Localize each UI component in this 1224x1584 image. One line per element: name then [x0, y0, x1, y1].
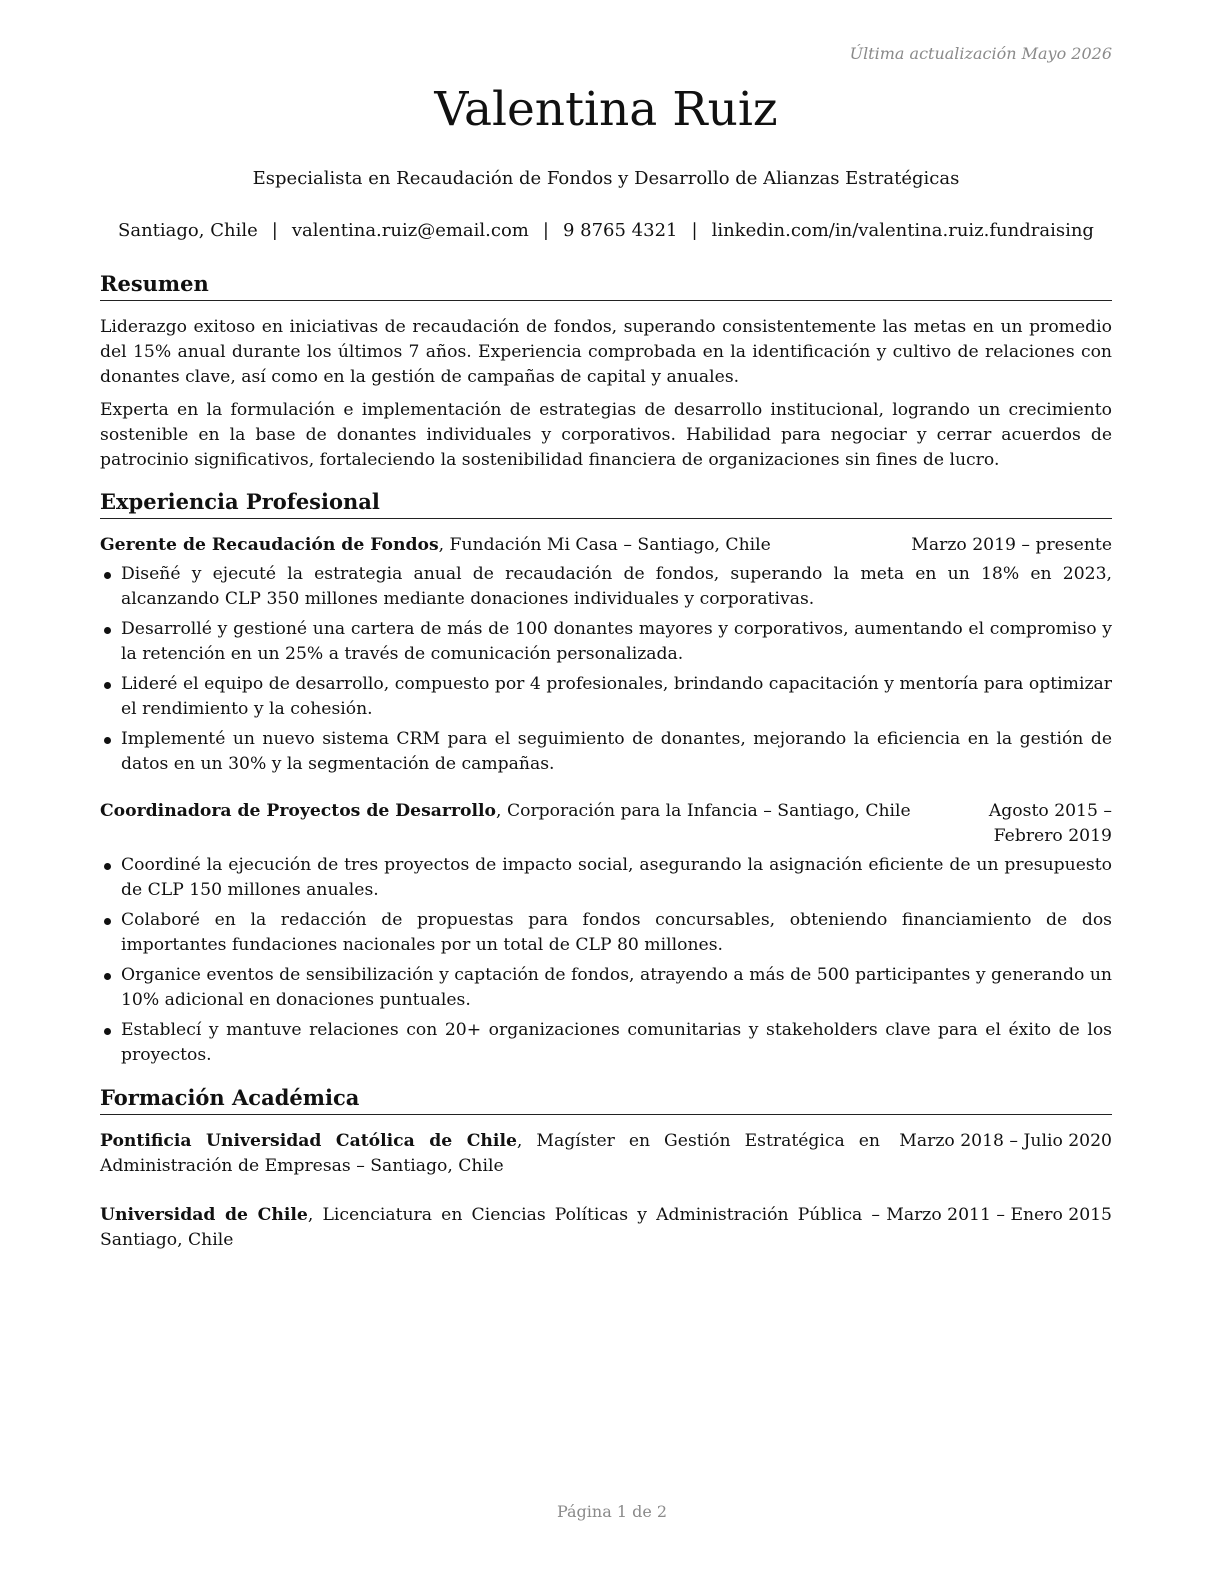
contact-separator: | — [542, 220, 549, 241]
list-item: Desarrollé y gestioné una cartera de más de 100 donantes mayores y corporativos, aumentando el compromiso y la retención en un 25% a través de comunicación personalizada. — [100, 617, 1112, 667]
job-bullets — [100, 853, 1112, 1068]
candidate-headline: Especialista en Recaudación de Fondos y Desarrollo de Alianzas Estratégicas — [252, 168, 960, 189]
contact-line — [100, 220, 1112, 241]
bullet-icon — [104, 973, 111, 980]
experience-section — [100, 488, 1112, 1073]
education-school: Universidad de Chile — [100, 1205, 308, 1225]
bullet-icon — [104, 572, 111, 579]
last-updated: Última actualización Mayo 2026 — [849, 44, 1112, 63]
job-dates: Agosto 2015 – Febrero 2019 — [988, 801, 1112, 846]
summary-section — [100, 270, 1112, 473]
job-organization: , Corporación para la Infancia – Santiago, Chile — [496, 801, 911, 821]
section-title-experience: Experiencia Profesional — [100, 488, 1112, 519]
contact-phone: 9 8765 4321 — [562, 220, 678, 241]
job-organization: , Fundación Mi Casa – Santiago, Chile — [438, 535, 771, 555]
job-entry — [100, 799, 1112, 1068]
section-title-education: Formación Académica — [100, 1084, 1112, 1115]
summary-paragraph: Experta en la formulación e implementación de estrategias de desarrollo institucional, logrando un crecimiento sostenible en la base de donantes individuales y corporativos. Habilidad para negociar y cerrar acuerdos de patrocinio significativos, fortaleciendo la sostenibilidad financiera de organizaciones sin fines de lucro. — [100, 400, 1112, 470]
bullet-icon — [104, 627, 111, 634]
job-role: Coordinadora de Proyectos de Desarrollo — [100, 801, 497, 821]
list-item: Establecí y mantuve relaciones con 20+ organizaciones comunitarias y stakeholders clave para el éxito de los proyectos. — [100, 1018, 1112, 1068]
bullet-icon — [104, 1028, 111, 1035]
bullet-icon — [104, 737, 111, 744]
list-item: Implementé un nuevo sistema CRM para el seguimiento de donantes, mejorando la eficiencia en la gestión de datos en un 30% y la segmentación de campañas. — [100, 727, 1112, 777]
job-header — [100, 799, 1112, 849]
list-item: Diseñé y ejecuté la estrategia anual de recaudación de fondos, superando la meta en un 18% en 2023, alcanzando CLP 350 millones mediante donaciones individuales y corporativas. — [100, 562, 1112, 612]
list-item: Colaboré en la redacción de propuestas para fondos concursables, obteniendo financiamiento de dos importantes fundaciones nacionales por un total de CLP 80 millones. — [100, 908, 1112, 958]
job-dates: Marzo 2019 – presente — [911, 535, 1112, 555]
contact-separator: | — [691, 220, 698, 241]
contact-email[interactable]: valentina.ruiz@email.com — [291, 220, 529, 241]
job-role: Gerente de Recaudación de Fondos — [100, 535, 439, 555]
bullet-icon — [104, 918, 111, 925]
job-header — [100, 533, 1112, 558]
education-section — [100, 1084, 1112, 1253]
list-item: Organice eventos de sensibilización y captación de fondos, atrayendo a más de 500 participantes y generando un 10% adicional en donaciones puntuales. — [100, 963, 1112, 1013]
summary-paragraph: Liderazgo exitoso en iniciativas de recaudación de fondos, superando consistentemente las metas en un promedio del 15% anual durante los últimos 7 años. Experiencia comprobada en la identificación y cultivo de relaciones con donantes clave, así como en la gestión de campañas de capital y anuales. — [100, 317, 1112, 387]
education-detail: , Magíster en Gestión Estratégica en Administración de Empresas – Santiago, Chile — [100, 1131, 880, 1176]
section-title-summary: Resumen — [100, 270, 1112, 301]
education-school: Pontificia Universidad Católica de Chile — [100, 1131, 517, 1151]
education-detail: , Licenciatura en Ciencias Políticas y Administración Pública – Santiago, Chile — [100, 1205, 880, 1250]
contact-linkedin[interactable]: linkedin.com/in/valentina.ruiz.fundraising — [711, 220, 1094, 241]
education-entry — [100, 1129, 1112, 1179]
education-dates: Marzo 2018 – Julio 2020 — [899, 1131, 1112, 1151]
list-item: Coordiné la ejecución de tres proyectos de impacto social, asegurando la asignación eficiente de un presupuesto de CLP 150 millones anuales. — [100, 853, 1112, 903]
contact-location: Santiago, Chile — [118, 220, 258, 241]
contact-separator: | — [271, 220, 278, 241]
job-entry — [100, 533, 1112, 777]
bullet-icon — [104, 863, 111, 870]
education-entry — [100, 1203, 1112, 1253]
education-dates: Marzo 2011 – Enero 2015 — [886, 1205, 1112, 1225]
bullet-icon — [104, 682, 111, 689]
page-number: Página 1 de 2 — [556, 1502, 668, 1521]
candidate-name: Valentina Ruiz — [434, 82, 778, 137]
job-bullets — [100, 562, 1112, 777]
list-item: Lideré el equipo de desarrollo, compuesto por 4 profesionales, brindando capacitación y mentoría para optimizar el rendimiento y la cohesión. — [100, 672, 1112, 722]
